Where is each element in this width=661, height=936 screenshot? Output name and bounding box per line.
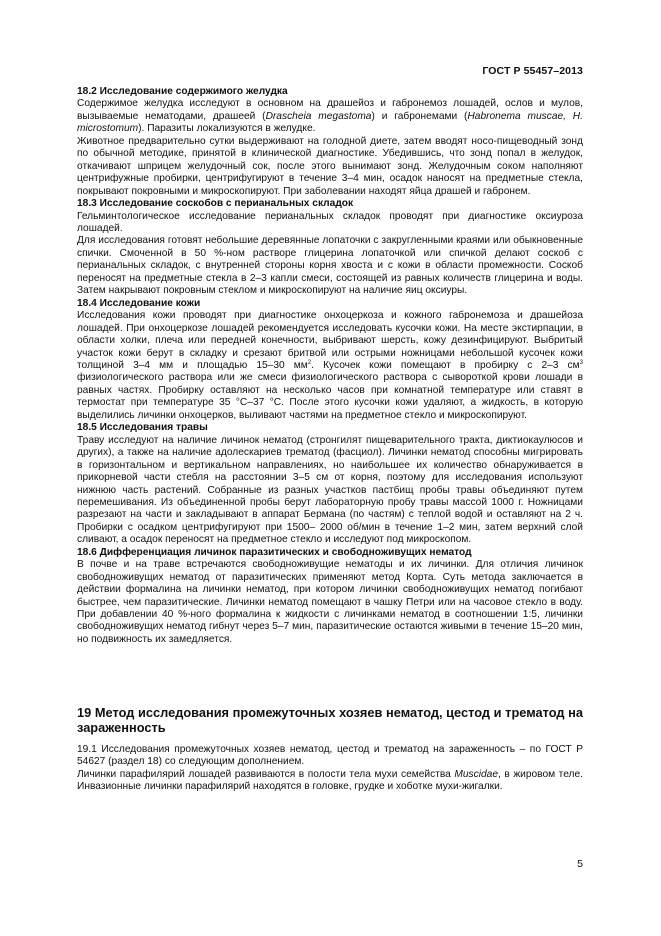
section-18-5-paragraph-1: Траву исследуют на наличие личинок нематод (стронгилят пищеварительного тракта, диктиокаулюсов и других), а также на наличие адолескариев трематод (фасциол). Личинки нематод способны мигрировать в горизонтальном и вертикальном направлениях, но наибольшее их количество обнаруживается в прикорневой части стебля на расстоянии 3–5 см от корня, поэтому для исследования используют нижнюю часть растений. Собранные из разных участков пастбищ пробы травы объединяют путем перемешивания. Из объединенной пробы берут лабораторную пробу травы массой 1000 г. Ножницами разрезают на части и закладывают в аппарат Бермана (по частям) с теплой водой и оставляют на 2 ч. Пробирки с осадком центрифугируют при 1500– 2000 об/мин в течение 1–2 мин, затем верхний слой сливают, а осадок переносят на предметное стекло и исследуют под микроскопом.	[77, 434, 583, 546]
section-18-4-paragraph-1: Исследования кожи проводят при диагностике онхоцеркоза и кожного габронемоза и драшейоза лошадей. При онхоцеркозе лошадей рекомендуется исследовать кусочки кожи. На месте экстирпации, в области холки, плеча или передней конечности, выбривают шерсть, кожу дезинфицируют. Выбритый участок кожи берут в складку и срезают бритвой или острыми ножницами небольшой кусочек кожи толщиной 3–4 мм и площадью 15–30 $мм^2$. Кусочек кожи помещают в пробирку с 2–3 $см^3$ физиологического раствора или же смеси физиологического раствора с сывороткой крови лошади в равных частях. Пробирку оставляют на несколько часов при комнатной температуре или ставят в термостат при температуре 35 °С–37 °С. После этого кусочки кожи удаляют, а жидкость, в которую выделились личинки онхоцерков, выливают частями на предметное стекло и микроскопируют.	[77, 310, 583, 421]
section-18-6-paragraph-1: В почве и на траве встречаются свободноживущие нематоды и их личинки. Для отличия личинок свободноживущих нематод от паразитических применяют метод Корта. Суть метода заключается в действии формалина на личинки нематод, при котором личинки свободноживущих нематод погибают быстрее, чем паразитические. Личинки нематод помещают в чашку Петри или на часовое стекло в воду. При добавлении 40 %-ного формалина к жидкости с личинками нематод в соотношении 1:5, личинки свободноживущих нематод гибнут через 5–7 мин, паразитические остаются живыми в течение 15–20 мин, но подвижность их замедляется.	[77, 559, 583, 645]
section-18-4-title: 18.4 Исследование кожи	[77, 297, 201, 309]
document-body	[77, 86, 583, 646]
section-18-2-paragraph-2: Животное предварительно сутки выдерживают на голодной диете, затем вводят носо-пищеводный зонд по обычной методике, принятой в клинической диагностике. Убедившись, что зонд попал в желудок, откачивают шприцем желудочный сок, после этого вынимают зонд. Желудочным соком наполняют центрифужные пробирки, центрифугируют в течение 3–4 мин, осадок наносят на предметные стекла, покрывают покровными и микроскопируют. При заболевании находят яйца драшей и габронем.	[77, 135, 583, 197]
section-18-3-paragraph-1: Гельминтологическое исследование перианальных складок проводят при диагностике оксиуроза лошадей.	[77, 210, 583, 234]
section-18-5-title: 18.5 Исследования травы	[77, 422, 208, 434]
section-19-paragraph-2: Личинки парафилярий лошадей развиваются в полости тела мухи семейства Muscidae, в жировом теле. Инвазионные личинки парафилярий находятся в головке, грудке и хоботке мухи-жигалки.	[77, 768, 583, 793]
page-number: 5	[577, 858, 583, 870]
section-19-title: 19 Метод исследования промежуточных хозяев нематод, цестод и трематод на зараженность	[77, 705, 583, 735]
section-18-6-title: 18.6 Дифференциация личинок паразитических и свободноживущих нематод	[77, 546, 472, 558]
section-19-paragraph-1: 19.1 Исследования промежуточных хозяев нематод, цестод и трематод на зараженность – по ГОСТ Р 54627 (раздел 18) со следующим дополнением.	[77, 744, 583, 768]
section-18-3-title: 18.3 Исследование соскобов с перианальных складок	[77, 198, 354, 210]
section-19-body	[77, 744, 583, 794]
section-18-2-title: 18.2 Исследование содержимого желудка	[77, 86, 288, 97]
section-18-2-paragraph-1: Содержимое желудка исследуют в основном на драшейоз и габронемоз лошадей, ослов и мулов, вызываемые нематодами, драшеей (Drascheia megastoma) и габронемами (Habronema muscae, H. microstomum). Паразиты локализуются в желудке.	[77, 98, 583, 135]
section-18-3-paragraph-2: Для исследования готовят небольшие деревянные лопаточки с закругленными краями или обыкновенные спички. Смоченной в 50 %-ном растворе глицерина лопаточкой или спичкой делают соскоб с перианальных складок, с внутренней стороны корня хвоста и с кожи в области промежности. Соскоб переносят на предметные стекла в 2–3 капли смеси, состоящей из равных количеств глицерина и воды. Затем накрывают покровным стеклом и микроскопируют на наличие яиц оксиуры.	[77, 235, 583, 297]
document-header: ГОСТ Р 55457–2013	[482, 65, 583, 77]
